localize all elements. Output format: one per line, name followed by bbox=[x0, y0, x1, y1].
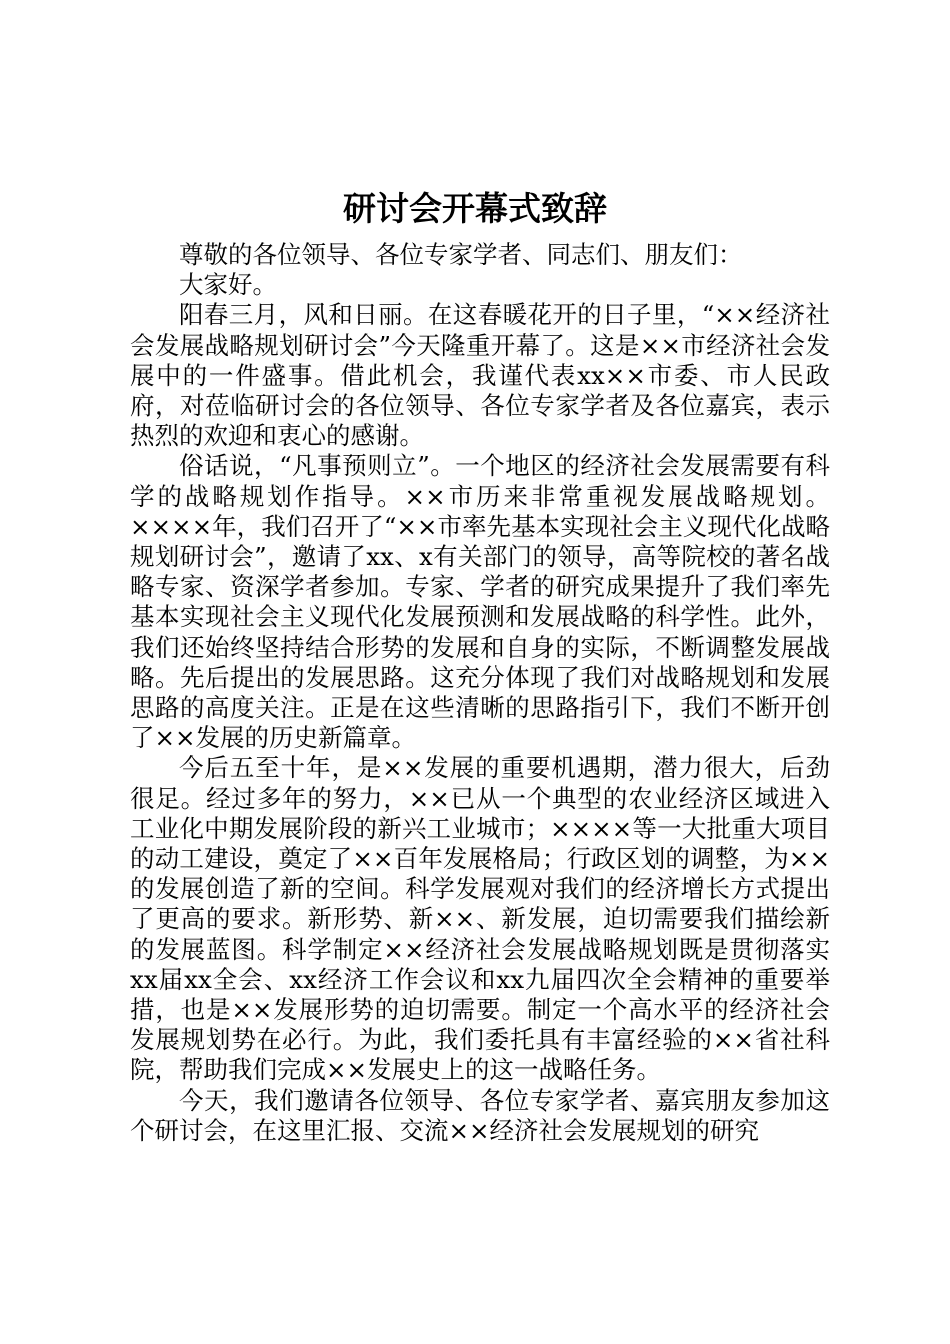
paragraph-planning-history: 俗话说，“凡事预则立”。一个地区的经济社会发展需要有科学的战略规划作指导。××市历来非常重视发展战略规划。××××年，我们召开了“××市率先基本实现社会主义现代化战略规划研讨会”，邀请了xx、x有关部门的领导，高等院校的著名战略专家、资深学者参加。专家、学者的研究成果提升了我们率先基本实现社会主义现代化发展预测和发展战略的科学性。此外，我们还始终坚持结合形势的发展和自身的实际，不断调整发展战略。先后提出的发展思路。这充分体现了我们对战略规划和发展思路的高度关注。正是在这些清晰的思路指引下，我们不断开创了××发展的历史新篇章。 bbox=[130, 451, 830, 753]
paragraph-opening: 阳春三月，风和日丽。在这春暖花开的日子里，“××经济社会发展战略规划研讨会”今天隆重开幕了。这是××市经济社会发展中的一件盛事。借此机会，我谨代表xx××市委、市人民政府，对莅临研讨会的各位领导、各位专家学者及各位嘉宾，表示热烈的欢迎和衷心的感谢。 bbox=[130, 300, 830, 451]
paragraph-today: 今天，我们邀请各位领导、各位专家学者、嘉宾朋友参加这个研讨会，在这里汇报、交流××经济社会发展规划的研究 bbox=[130, 1085, 830, 1145]
document-body bbox=[130, 240, 830, 1146]
document-title: 研讨会开幕式致辞 bbox=[343, 189, 607, 228]
paragraph-greeting: 大家好。 bbox=[179, 270, 277, 300]
paragraph-salutation: 尊敬的各位领导、各位专家学者、同志们、朋友们： bbox=[179, 240, 743, 269]
paragraph-future-development: 今后五至十年，是××发展的重要机遇期，潜力很大，后劲很足。经过多年的努力，××已从一个典型的农业经济区域进入工业化中期发展阶段的新兴工业城市；××××等一大批重大项目的动工建设，奠定了××百年发展格局；行政区划的调整，为××的发展创造了新的空间。科学发展观对我们的经济增长方式提出了更高的要求。新形势、新××、新发展，迫切需要我们描绘新的发展蓝图。科学制定××经济社会发展战略规划既是贯彻落实xx届xx全会、xx经济工作会议和xx九届四次全会精神的重要举措，也是××发展形势的迫切需要。制定一个高水平的经济社会发展规划势在必行。为此，我们委托具有丰富经验的××省社科院，帮助我们完成××发展史上的这一战略任务。 bbox=[130, 753, 830, 1085]
